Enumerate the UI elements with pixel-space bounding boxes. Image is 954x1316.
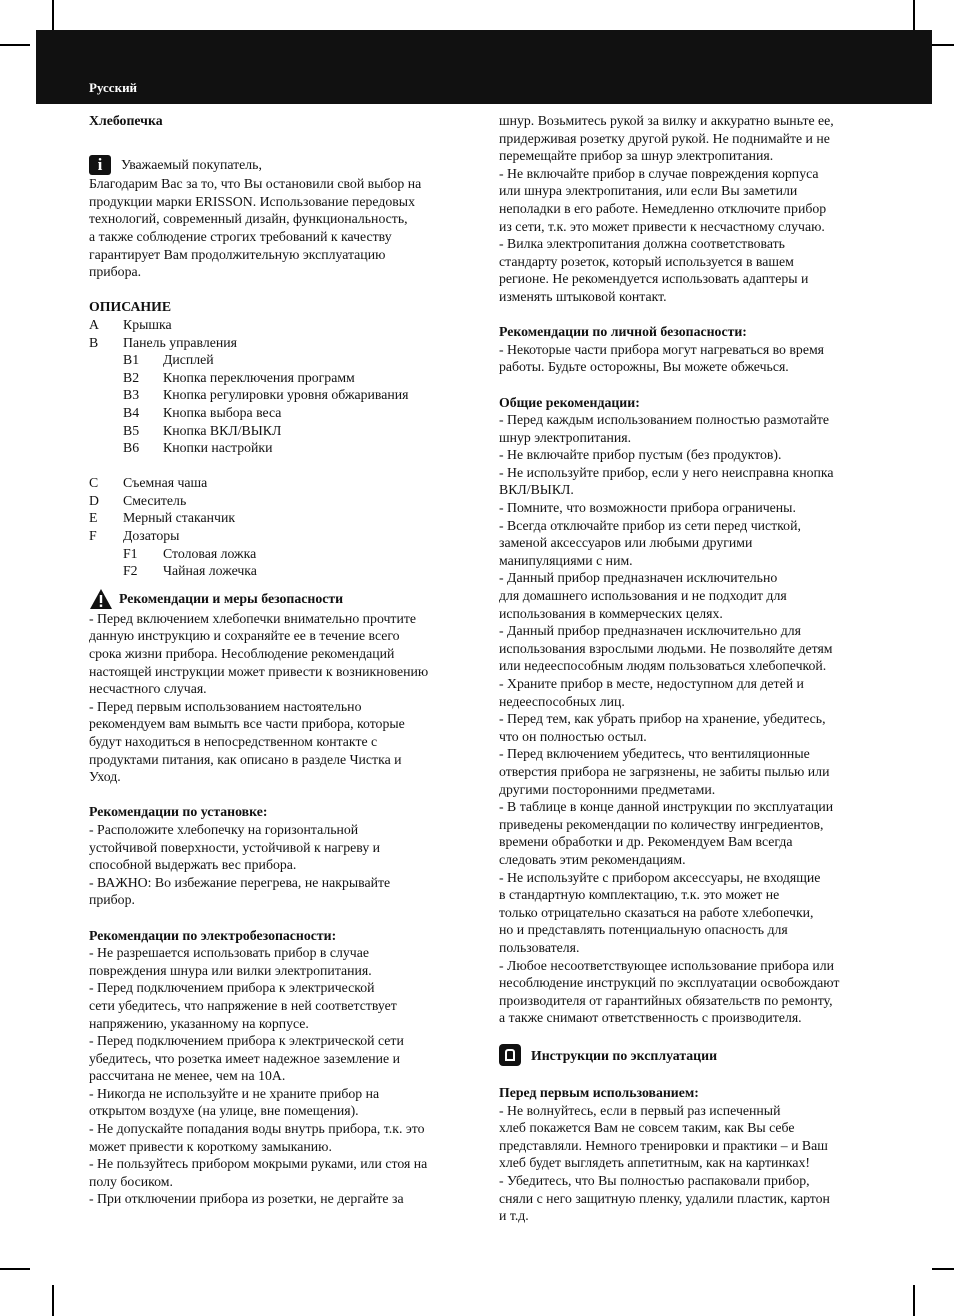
crop-mark — [52, 1285, 54, 1316]
install-body: - Расположите хлебопечку на горизонтальной устойчивой поверхности, устойчивой к нагреву и способной выдержать вес прибора. - ВАЖНО: Во избежание перегрева, не накрывайте прибор. — [89, 821, 391, 908]
list-item: B1 Дисплей — [123, 352, 214, 368]
greeting-body: Благодарим Вас за то, что Вы остановили свой выбор на продукции марки ERISSON. Использование передовых технологий, современный дизайн, функциональность, а также соблюдение строгих требований к качеству гарантирует Вам продолжительную эксплуатацию прибора. — [89, 176, 422, 280]
safety-title: Рекомендации и меры безопасности — [119, 591, 344, 607]
crop-mark — [0, 1268, 30, 1270]
list-item: B3 Кнопка регулировки уровня обжаривания — [123, 387, 409, 403]
left-column — [89, 112, 479, 1208]
crop-mark — [913, 1285, 915, 1316]
crop-mark — [0, 44, 30, 46]
warning-icon — [89, 588, 113, 610]
list-item: F2 Чайная ложечка — [123, 563, 257, 579]
language-label: Русский — [89, 80, 138, 95]
crop-mark — [932, 1268, 954, 1270]
personal-title: Рекомендации по личной безопасности: — [499, 324, 747, 340]
list-item: D Смеситель — [89, 492, 187, 508]
list-item: F1 Столовая ложка — [123, 545, 257, 561]
electric-title: Рекомендации по электробезопасности: — [89, 927, 337, 943]
list-item: E Мерный стаканчик — [89, 510, 236, 526]
general-body: - Перед каждым использованием полностью размотайте шнур электропитания. - Не включайте прибор пустым (без продуктов). - Не используйте прибор, если у него неисправна кнопка ВКЛ/ВЫКЛ. - Помните, что возможности прибора ограничены. - Всегда отключайте прибор из сети перед чисткой, заменой аксессуаров или любыми другими манипуляциями с ним. - Данный прибор предназначен исключительно для домашнего использования и не подходит для использования в коммерческих целях. - Данный прибор предназначен исключительно для использования взрослыми людьми. Не позволяйте детям или недееспособным людям пользоваться хлебопечкой. - Храните прибор в месте, недоступном для детей и недееспособных лиц. - Перед тем, как убрать прибор на хранение, убедитесь, что он полностью остыл. - Перед включением убедитесь, что вентиляционные отверстия прибора не загрязнены, не забиты пылью или другими посторонними предметами. - В таблице в конце данной инструкции по эксплуатации приведены рекомендации по количеству ингредиентов, времени обработки и др. Рекомендуем Вам всегда следовать этим рекомендациям. - Не используйте с прибором аксессуары, не входящие в стандартную комплектацию, т.к. это может не только отрицательно сказаться на работе хлебопечки, но и представлять потенциальную опасность для пользователя. - Любое несоответствующее использование прибора или несоблюдение инструкций по эксплуатации освобождают производителя от гарантийных обязательств по ремонту, а также снимают ответственность с производителя. — [499, 412, 840, 1026]
list-item: B6 Кнопки настройки — [123, 440, 273, 456]
description-title: ОПИСАНИЕ — [89, 299, 172, 315]
right-column — [499, 112, 884, 1225]
first-use-title: Перед первым использованием: — [499, 1085, 699, 1101]
electric-body-continued: шнур. Возьмитесь рукой за вилку и аккуратно выньте ее, придерживая розетку другой рукой. Не поднимайте и не перемещайте прибор за шнур электропитания. - Не включайте прибор в случае повреждения корпуса или шнура электропитания, или если Вы заметили неполадки в его работе. Немедленно отключите прибор из сети, т.к. это может привести к несчастному случаю. - Вилка электропитания должна соответствовать стандарту розеток, который используется в вашем регионе. Не рекомендуется использовать адаптеры и изменять штыковой контакт. — [499, 113, 834, 304]
greeting-title: Уважаемый покупатель, — [121, 157, 262, 173]
first-use-body: - Не волнуйтесь, если в первый раз испеченный хлеб покажется Вам не совсем таким, как Вы себе представляли. Немного тренировки и практики – и Ваш хлеб будет выглядеть аппетитным, как на картинках! - Убедитесь, что Вы полностью распаковали прибор, сняли с него защитную пленку, удалили пластик, картон и т.д. — [499, 1102, 830, 1224]
greeting-line — [89, 155, 479, 175]
safety-heading — [89, 588, 479, 610]
instructions-heading — [499, 1044, 884, 1066]
crop-mark — [52, 0, 54, 30]
crop-mark — [932, 44, 954, 46]
info-icon: i — [89, 155, 111, 175]
electric-body: - Не разрешается использовать прибор в случае повреждения шнура или вилки электропитания. - Перед подключением прибора к электрической сети убедитесь, что напряжение в ней соответствует напряжению, указанному на корпусе. - Перед подключением прибора к электрической сети убедитесь, что розетка имеет надежное заземление и рассчитана не менее, чем на 10А. - Никогда не используйте и не храните прибор на открытом воздухе (на улице, вне помещения). - Не допускайте попадания воды внутрь прибора, т.к. это может привести к короткому замыканию. - Не пользуйтесь прибором мокрыми руками, или стоя на полу босиком. - При отключении прибора из розетки, не дергайте за — [89, 945, 428, 1207]
list-item: B2 Кнопка переключения программ — [123, 369, 355, 385]
parts-list — [89, 316, 479, 580]
list-item: F Дозаторы — [89, 528, 180, 544]
header-band — [36, 30, 932, 104]
doc-title: Хлебопечка — [89, 113, 163, 128]
general-title: Общие рекомендации: — [499, 394, 640, 410]
safety-body: - Перед включением хлебопечки внимательно прочтите данную инструкцию и сохраняйте ее в течение всего срока жизни прибора. Несоблюдение рекомендаций настоящей инструкции может привести к возникновению несчастного случая. - Перед первым использованием настоятельно рекомендуем вам вымыть все части прибора, которые будут находиться в непосредственном контакте с продуктами питания, как описано в разделе Чистка и Уход. — [89, 610, 429, 785]
appliance-icon — [499, 1044, 521, 1066]
list-item: B5 Кнопка ВКЛ/ВЫКЛ — [123, 422, 282, 438]
install-title: Рекомендации по установке: — [89, 804, 268, 820]
list-item: B Панель управления — [89, 334, 237, 350]
crop-mark — [913, 0, 915, 30]
list-item: C Съемная чаша — [89, 475, 208, 491]
personal-body: - Некоторые части прибора могут нагреваться во время работы. Будьте осторожны, Вы можете обжечься. — [499, 341, 825, 375]
list-item: A Крышка — [89, 316, 172, 332]
list-item: B4 Кнопка выбора веса — [123, 404, 282, 420]
instructions-title: Инструкции по эксплуатации — [531, 1047, 718, 1063]
